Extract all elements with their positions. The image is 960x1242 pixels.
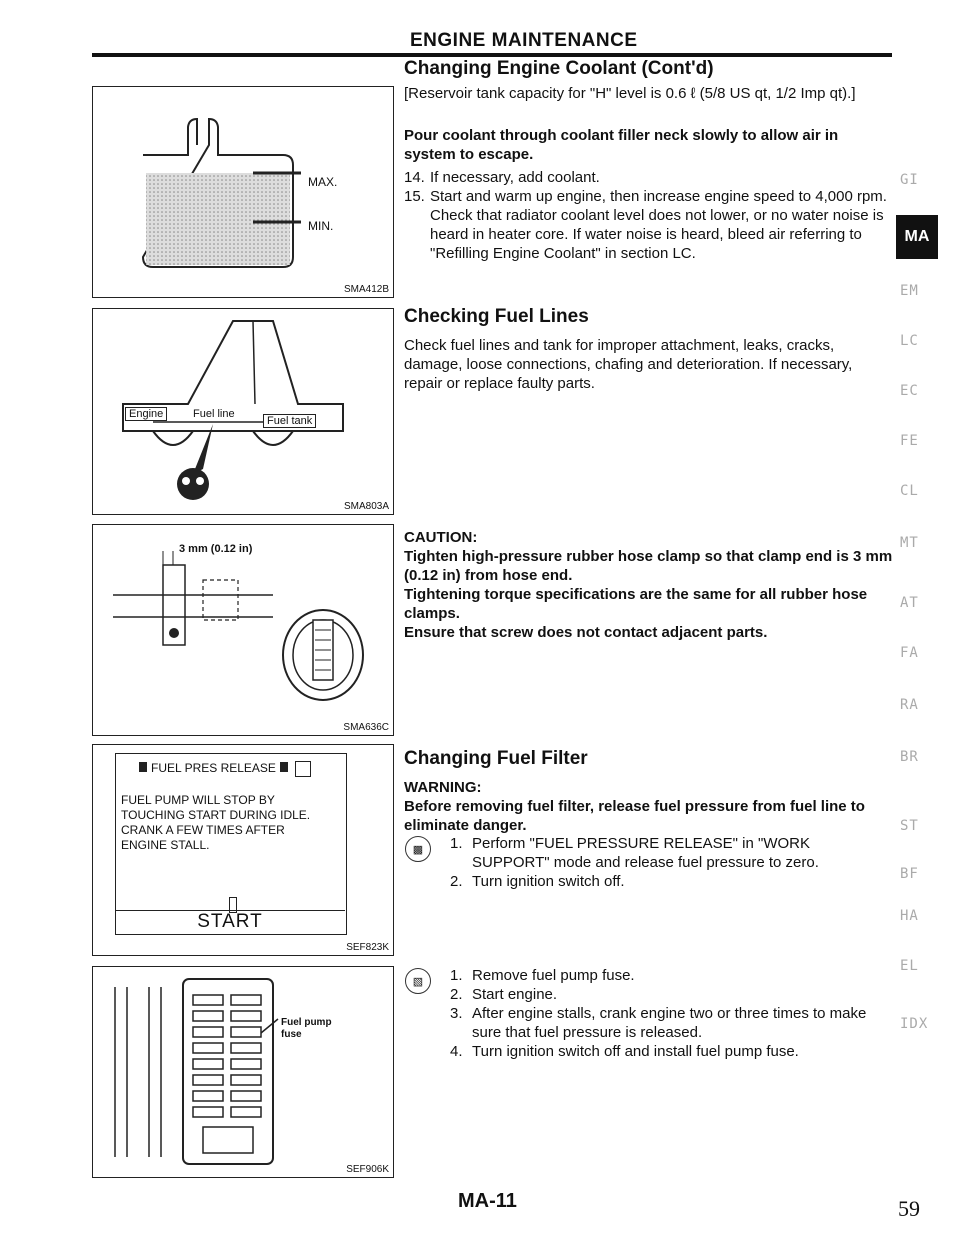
dimension-label: 3 mm (0.12 in) (179, 543, 253, 555)
screen-title-text: FUEL PRES RELEASE (151, 761, 276, 776)
index-tab-at[interactable]: AT (900, 595, 919, 611)
step-number: 15. (404, 188, 425, 205)
step-text: Start and warm up engine, then increase engine speed to 4,000 rpm. Check that radiator coolant level does not lower, or no water noise is heard in heater core. If water noise is heard, bleed air referring to "Refilling Engine Coolant" in section LC. (430, 188, 887, 262)
heading-changing-fuel-filter: Changing Fuel Filter (404, 748, 588, 769)
index-tab-st[interactable]: ST (900, 818, 919, 834)
engine-label: Engine (125, 407, 167, 421)
step-number: 1. (450, 967, 463, 984)
step-number: 2. (450, 986, 463, 1003)
fuel-line-label: Fuel line (193, 408, 235, 420)
block-icon (280, 762, 288, 772)
index-tab-bf[interactable]: BF (900, 866, 919, 882)
manual-step-3 (450, 1004, 890, 1044)
reservoir-capacity-text: [Reservoir tank capacity for "H" level is 0.6 ℓ (5/8 US qt, 1/2 Imp qt).] (404, 85, 856, 102)
coolant-step-14 (404, 168, 894, 188)
coolant-step-15 (404, 187, 894, 277)
index-tab-ma-active[interactable]: MA (896, 215, 938, 259)
consult-tool-icon: ▩ (405, 836, 431, 862)
step-number: 14. (404, 169, 425, 186)
index-tab-br[interactable]: BR (900, 749, 919, 765)
figure-consult-screen (92, 744, 394, 956)
index-tab-mt[interactable]: MT (900, 535, 919, 551)
index-tab-idx[interactable]: IDX (900, 1016, 929, 1032)
min-label: MIN. (308, 219, 334, 233)
manual-step-1 (450, 966, 890, 986)
screen-title (139, 761, 311, 777)
caution-line-1: Tighten high-pressure rubber hose clamp so that clamp end is 3 mm (0.12 in) from hose end. (404, 548, 893, 584)
page-header: ENGINE MAINTENANCE (410, 30, 638, 51)
manual-step-4 (450, 1042, 890, 1062)
start-button[interactable]: START (197, 911, 263, 932)
heading-checking-fuel-lines: Checking Fuel Lines (404, 306, 589, 327)
figure-code: SMA803A (343, 501, 389, 512)
step-number: 2. (450, 873, 463, 890)
index-tab-ec[interactable]: EC (900, 383, 919, 399)
figure-reservoir-tank (92, 86, 394, 298)
figure-fuel-line (92, 308, 394, 515)
index-tab-ha[interactable]: HA (900, 908, 919, 924)
step-text: Turn ignition switch off and install fuel pump fuse. (472, 1043, 799, 1060)
step-text: Perform "FUEL PRESSURE RELEASE" in "WORK SUPPORT" mode and release fuel pressure to zero. (472, 835, 819, 871)
index-tab-cl[interactable]: CL (900, 483, 919, 499)
warning-text: Before removing fuel filter, release fuel pressure from fuel line to eliminate danger. (404, 798, 865, 834)
step-text: Turn ignition switch off. (472, 873, 625, 890)
page-code: MA-11 (458, 1190, 517, 1212)
filter-step-2 (450, 872, 890, 892)
filter-step-1 (450, 834, 890, 874)
index-tab-fe[interactable]: FE (900, 433, 919, 449)
block-icon (139, 762, 147, 772)
step-number: 3. (450, 1005, 463, 1022)
step-text: Remove fuel pump fuse. (472, 967, 635, 984)
page-number: 59 (898, 1196, 920, 1221)
fuse-box-drawing (93, 967, 393, 1177)
reservoir-tank-drawing (93, 87, 393, 297)
step-text: After engine stalls, crank engine two or three times to make sure that fuel pressure is released. (472, 1005, 867, 1041)
figure-code: SEF823K (346, 942, 389, 953)
step-number: 1. (450, 835, 463, 852)
fuel-pump-fuse-label: Fuel pump fuse (281, 1017, 332, 1040)
hose-clamp-drawing (93, 525, 393, 735)
index-tab-gi[interactable]: GI (900, 172, 919, 188)
index-tab-fa[interactable]: FA (900, 645, 919, 661)
screen-message: FUEL PUMP WILL STOP BY TOUCHING START DURING IDLE. CRANK A FEW TIMES AFTER ENGINE STALL. (121, 793, 311, 852)
fuel-lines-text: Check fuel lines and tank for improper attachment, leaks, cracks, damage, loose connections, chafing and deterioration. If necessary, repair or replace faulty parts. (404, 337, 853, 392)
caution-line-3: Ensure that screw does not contact adjacent parts. (404, 624, 768, 641)
warning-label: WARNING: (404, 779, 482, 796)
figure-fuse-box (92, 966, 394, 1178)
index-tab-ra[interactable]: RA (900, 697, 919, 713)
index-tab-em[interactable]: EM (900, 283, 919, 299)
index-tab-el[interactable]: EL (900, 958, 919, 974)
fuel-tank-label: Fuel tank (263, 414, 316, 428)
step-number: 4. (450, 1043, 463, 1060)
step-text: Start engine. (472, 986, 558, 1003)
no-tools-icon: ▧ (405, 968, 431, 994)
caution-label: CAUTION: (404, 529, 478, 546)
caution-line-2: Tightening torque specifications are the same for all rubber hose clamps. (404, 586, 868, 622)
step-text: If necessary, add coolant. (430, 169, 600, 186)
header-rule (92, 53, 892, 57)
heading-changing-engine-coolant: Changing Engine Coolant (Cont'd) (404, 58, 714, 79)
max-label: MAX. (308, 175, 338, 189)
figure-code: SMA412B (343, 284, 389, 295)
index-tab-lc[interactable]: LC (900, 333, 919, 349)
figure-code: SEF906K (346, 1164, 389, 1175)
figure-code: SMA636C (343, 722, 389, 733)
checkbox-icon (295, 761, 311, 777)
figure-hose-clamp (92, 524, 394, 736)
manual-step-2 (450, 985, 890, 1005)
pour-coolant-text: Pour coolant through coolant filler neck slowly to allow air in system to escape. (404, 127, 839, 163)
